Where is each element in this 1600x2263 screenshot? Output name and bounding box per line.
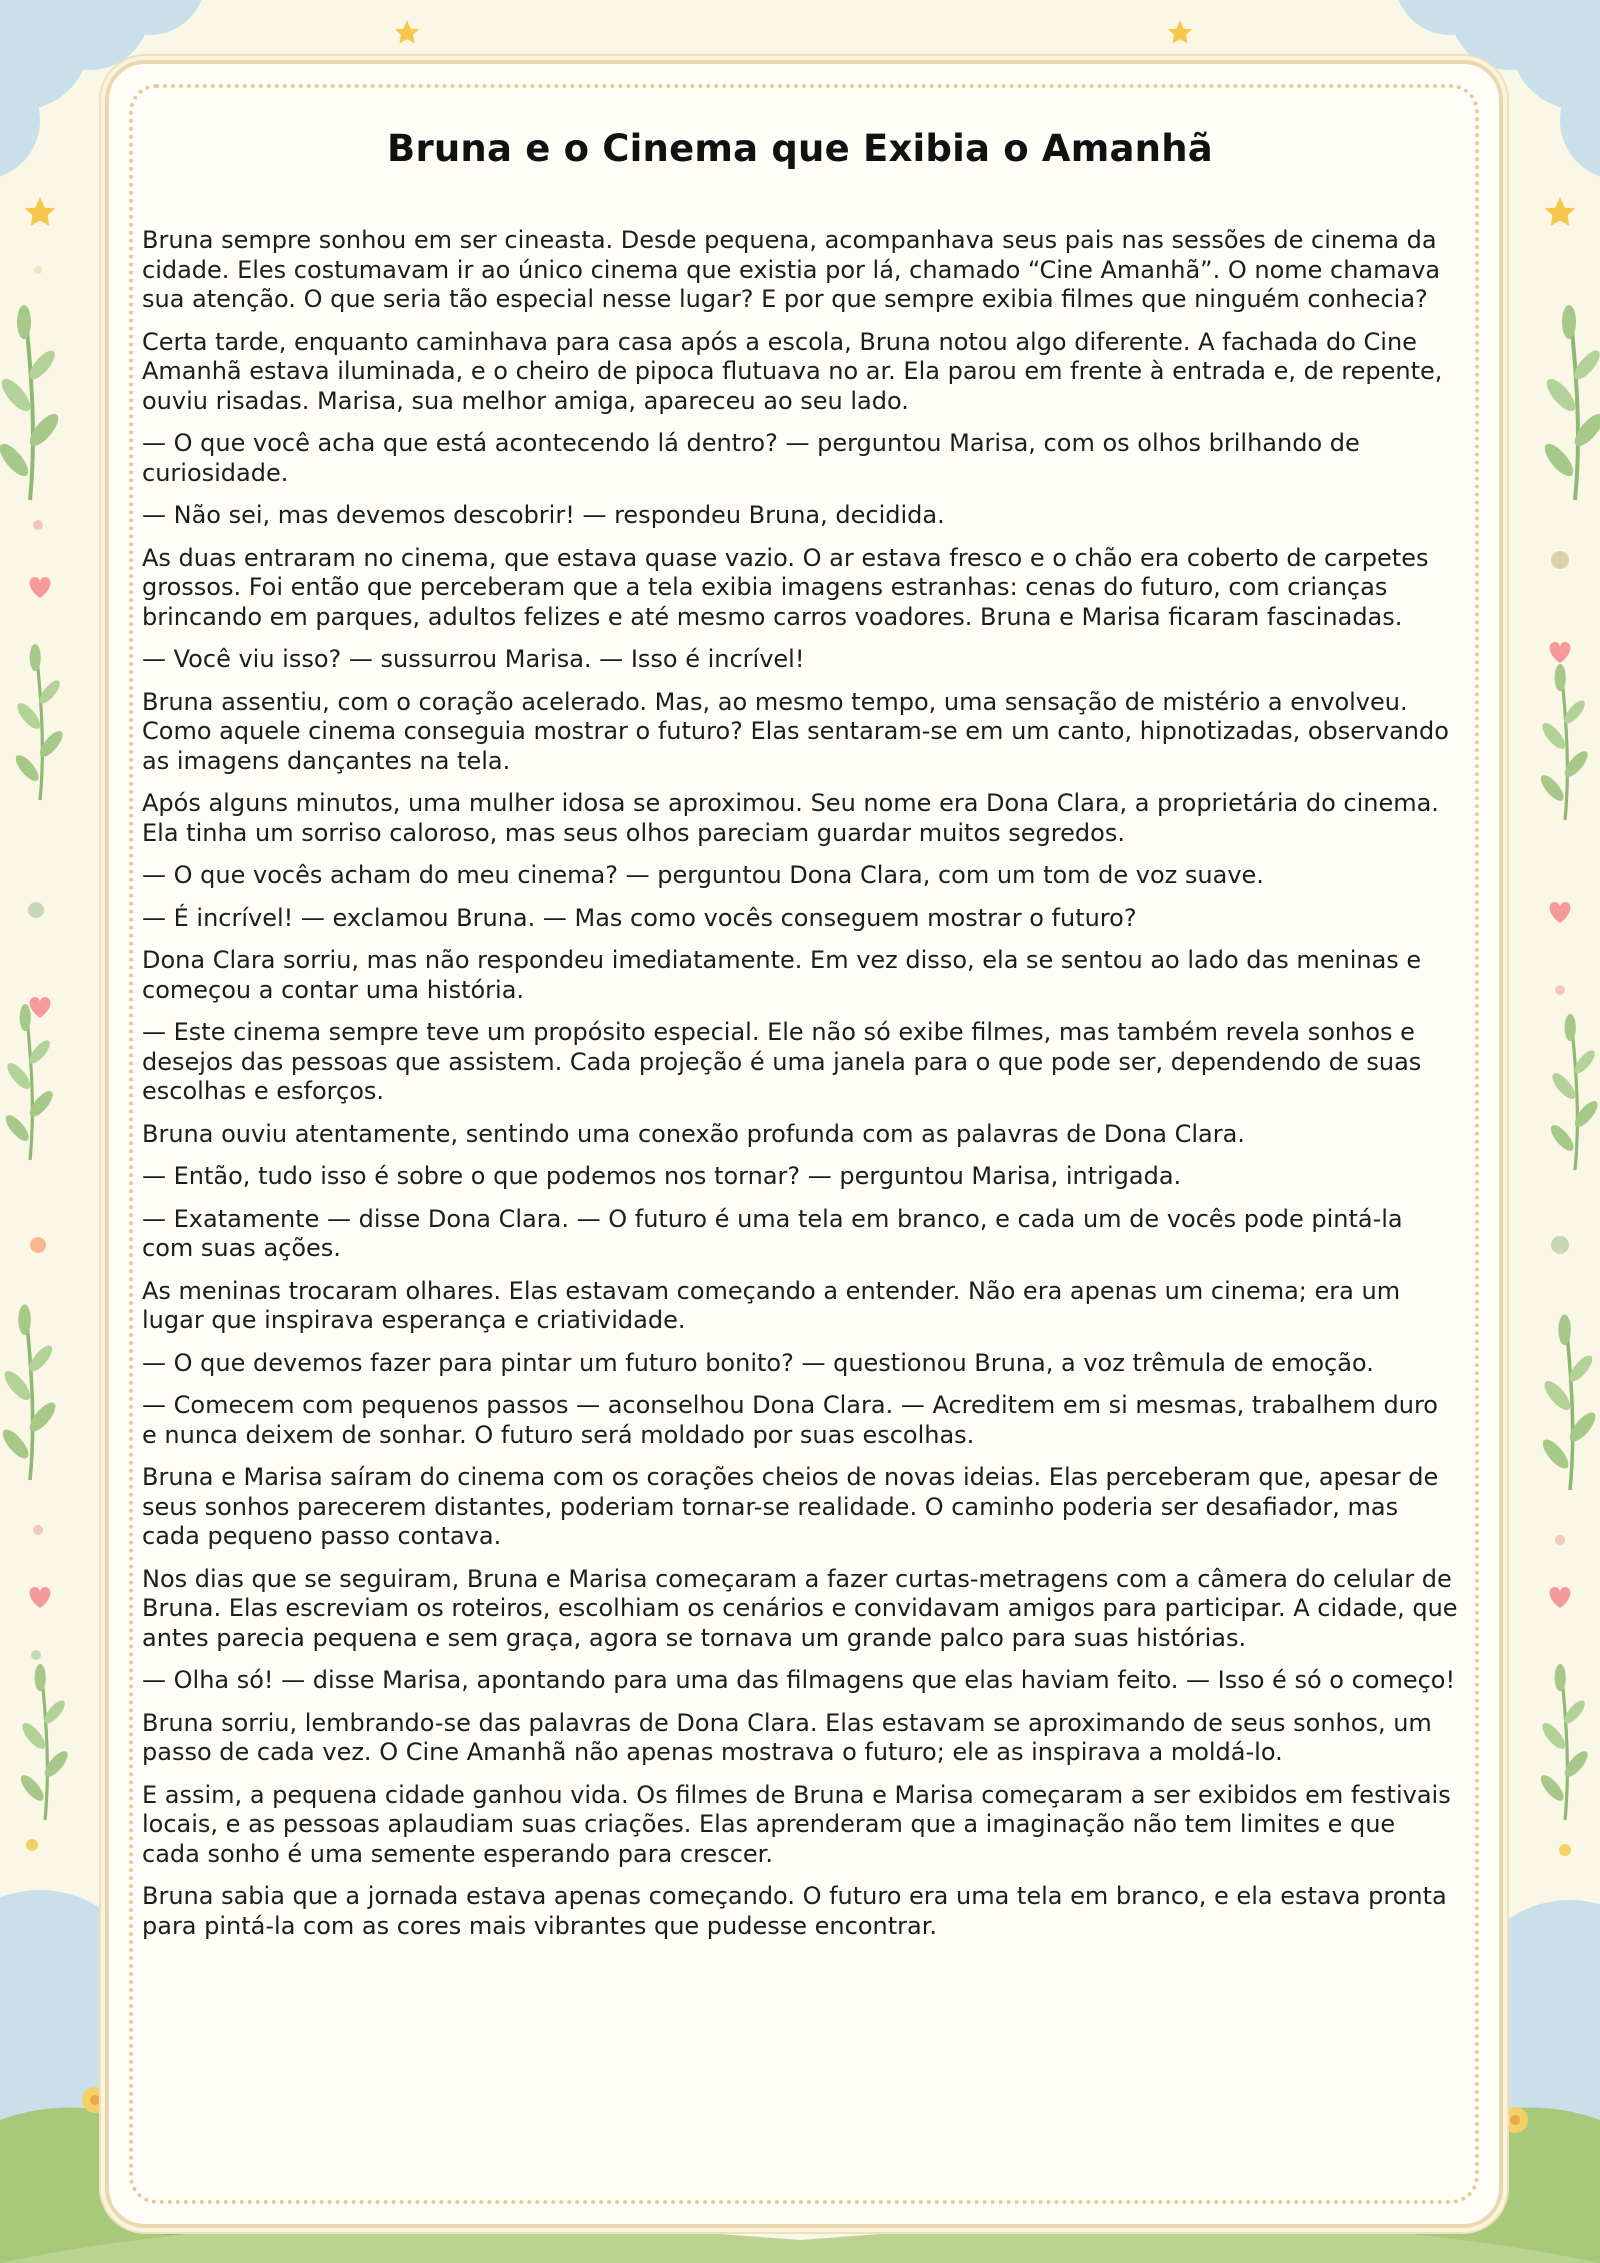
leaf-sprig-icon <box>1537 1664 1591 1820</box>
paragraph: Bruna assentiu, com o coração acelerado. Mas, ao mesmo tempo, uma sensação de mistério a envolveu. Como aquele cinema conseguia mostrar o futuro? Elas sentaram-se em um canto, hipnotizadas, observando as imagens dançantes na tela. <box>142 687 1449 775</box>
paragraph: — Olha só! — disse Marisa, apontando para uma das filmagens que elas haviam feito. — Isso é só o começo! <box>142 1666 1456 1694</box>
leaf-sprig-icon <box>1539 1315 1600 1491</box>
paragraph: — O que você acha que está acontecendo lá dentro? — perguntou Marisa, com os olhos brilhando de curiosidade. <box>142 429 1360 487</box>
paragraph: Bruna sorriu, lembrando-se das palavras de Dona Clara. Elas estavam se aproximando de seus sonhos, um passo de cada vez. O Cine Amanhã não apenas mostrava o futuro; ele as inspirava a moldá-lo. <box>142 1708 1432 1766</box>
star-icon <box>395 20 419 43</box>
leaf-sprig-icon <box>17 1664 71 1820</box>
heart-icon <box>1550 642 1571 663</box>
leaf-sprig-icon <box>1547 1014 1600 1170</box>
paragraph: Bruna ouviu atentamente, sentindo uma conexão profunda com as palavras de Dona Clara. <box>142 1119 1245 1148</box>
paragraph: — O que devemos fazer para pintar um futuro bonito? — questionou Bruna, a voz trêmula de emoção. <box>142 1348 1374 1377</box>
paragraph: — Comecem com pequenos passos — aconselhou Dona Clara. — Acreditem em si mesmas, trabalhem duro e nunca deixem de sonhar. O futuro será moldado por suas escolhas. <box>142 1391 1438 1449</box>
leaf-sprig-icon <box>0 1305 60 1481</box>
heart-icon <box>30 577 51 598</box>
story-title: Bruna e o Cinema que Exibia o Amanhã <box>387 127 1213 170</box>
paragraph: — Você viu isso? — sussurrou Marisa. — Isso é incrível! <box>142 645 805 673</box>
star-icon <box>1545 197 1575 226</box>
paragraph: Bruna sabia que a jornada estava apenas começando. O futuro era uma tela em branco, e ela estava pronta para pintá-la com as cores mais vibrantes que pudesse encontrar. <box>142 1882 1447 1940</box>
star-icon <box>25 197 55 226</box>
leaf-sprig-icon <box>0 305 63 500</box>
story-body <box>142 226 1460 1954</box>
paragraph: Dona Clara sorriu, mas não respondeu imediatamente. Em vez disso, ela se sentou ao lado das meninas e começou a contar uma história. <box>142 946 1422 1004</box>
heart-icon <box>30 997 51 1018</box>
paragraph: As meninas trocaram olhares. Elas estavam começando a entender. Não era apenas um cinema; era um lugar que inspirava esperança e criatividade. <box>142 1276 1401 1334</box>
paragraph: — Este cinema sempre teve um propósito especial. Ele não só exibe filmes, mas também revela sonhos e desejos das pessoas que assistem. Cada projeção é uma janela para o que pode ser, dependendo de suas escolhas e esforços. <box>142 1018 1422 1105</box>
leaf-sprig-icon <box>2 1004 56 1160</box>
paragraph: Nos dias que se seguiram, Bruna e Marisa começaram a fazer curtas-metragens com a câmera do celular de Bruna. Elas escreviam os roteiros, escolhiam os cenários e convidavam amigos para participar. A cidade, que antes parecia pequena e sem graça, agora se tornava um grande palco para suas histórias. <box>142 1564 1458 1652</box>
paragraph: — O que vocês acham do meu cinema? — perguntou Dona Clara, com um tom de voz suave. <box>142 861 1264 889</box>
paragraph: — Exatamente — disse Dona Clara. — O futuro é uma tela em branco, e cada um de vocês pode pintá-la com suas ações. <box>142 1204 1403 1262</box>
paragraph: Certa tarde, enquanto caminhava para casa após a escola, Bruna notou algo diferente. A fachada do Cine Amanhã estava iluminada, e o cheiro de pipoca flutuava no ar. Ela parou em frente à entrada e, de repente, ouviu risadas. Marisa, sua melhor amiga, apareceu ao seu lado. <box>142 327 1443 415</box>
leaf-sprig-icon <box>12 644 66 800</box>
heart-icon <box>1550 1587 1571 1608</box>
paragraph: — É incrível! — exclamou Bruna. — Mas como vocês conseguem mostrar o futuro? <box>142 903 1137 932</box>
paragraph: Bruna sempre sonhou em ser cineasta. Desde pequena, acompanhava seus pais nas sessões de cinema da cidade. Eles costumavam ir ao único cinema que existia por lá, chamado “Cine Amanhã”. O nome chamava sua atenção. O que seria tão especial nesse lugar? E por que sempre exibia filmes que ninguém conhecia? <box>142 226 1441 313</box>
paragraph: Bruna e Marisa saíram do cinema com os corações cheios de novas ideias. Elas perceberam que, apesar de seus sonhos parecerem distantes, poderiam tornar-se realidade. O caminho poderia ser desafiador, mas cada pequeno passo contava. <box>142 1463 1439 1550</box>
paragraph: — Não sei, mas devemos descobrir! — respondeu Bruna, decidida. <box>142 501 945 529</box>
paragraph: Após alguns minutos, uma mulher idosa se aproximou. Seu nome era Dona Clara, a proprietária do cinema. Ela tinha um sorriso caloroso, mas seus olhos pareciam guardar muitos segredos. <box>142 789 1439 847</box>
heart-icon <box>30 1587 51 1608</box>
paragraph: — Então, tudo isso é sobre o que podemos nos tornar? — perguntou Marisa, intrigada. <box>142 1162 1182 1190</box>
paragraph: As duas entraram no cinema, que estava quase vazio. O ar estava fresco e o chão era coberto de carpetes grossos. Foi então que perceberam que a tela exibia imagens estranhas: cenas do futuro, com crianças brincando em parques, adultos felizes e até mesmo carros voadores. Bruna e Marisa ficaram fascinadas. <box>142 543 1429 631</box>
leaf-sprig-icon <box>1540 305 1600 500</box>
star-icon <box>1168 20 1192 43</box>
leaf-sprig-icon <box>1537 664 1591 820</box>
paragraph: E assim, a pequena cidade ganhou vida. Os filmes de Bruna e Marisa começaram a ser exibidos em festivais locais, e as pessoas aplaudiam suas criações. Elas aprenderam que a imaginação não tem limites e que cada sonho é uma semente esperando para crescer. <box>142 1780 1451 1868</box>
heart-icon <box>1550 902 1571 923</box>
